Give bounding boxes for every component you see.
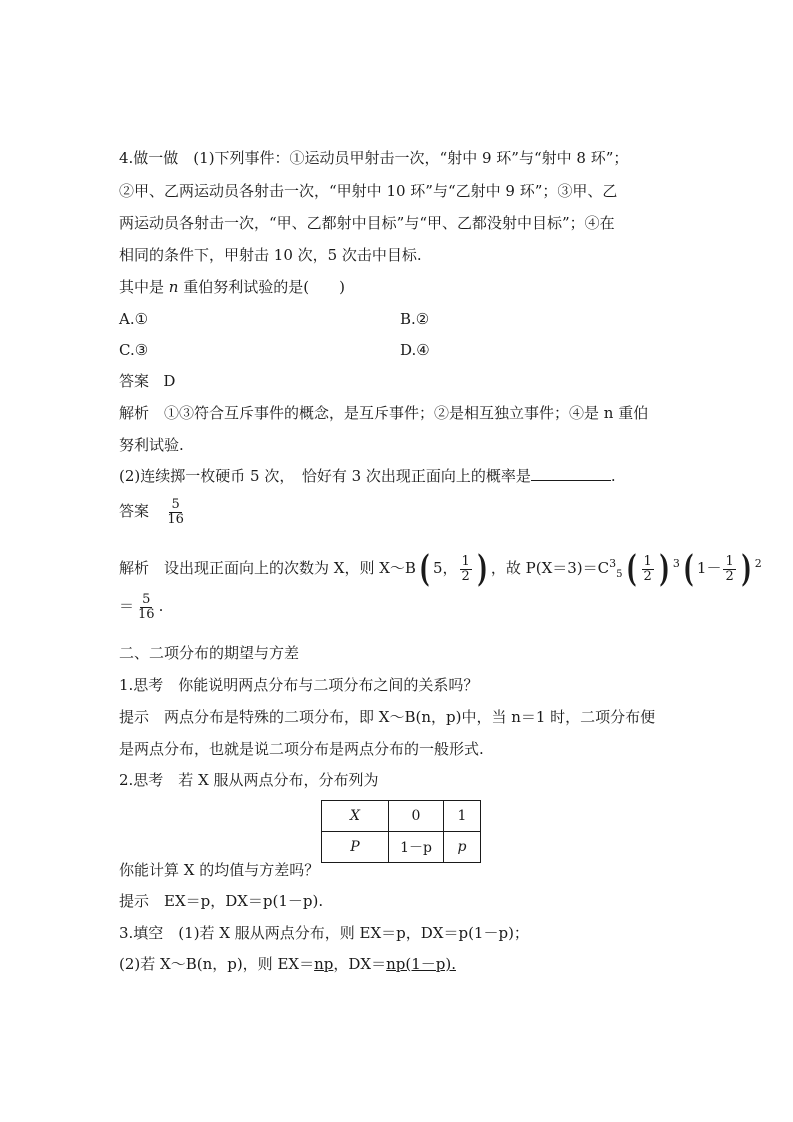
think-1: 1.思考 你能说明两点分布与二项分布之间的关系吗？	[119, 676, 479, 694]
think-2: 2.思考 若 X 服从两点分布，分布列为	[119, 771, 379, 789]
fill-2-pre: (2)若 X～B(n，p)，则 EX＝	[119, 955, 315, 973]
section-title: 二、二项分布的期望与方差	[119, 644, 300, 662]
answer-label: 答案	[119, 372, 150, 390]
answer-blank	[531, 466, 611, 481]
comb-sub: 5	[616, 569, 623, 580]
hint-2: 提示 EX＝p，DX＝p(1－p).	[119, 892, 324, 910]
half-den: 2	[461, 568, 470, 584]
table-row	[322, 832, 481, 863]
option-b: B.②	[400, 310, 430, 328]
analysis-line-1	[119, 403, 648, 423]
option-d: D.④	[400, 341, 430, 359]
left-paren-bracket: (	[419, 548, 430, 590]
fill-2	[119, 954, 456, 974]
distribution-table	[321, 800, 481, 863]
half-num-2: 1	[643, 553, 652, 569]
analysis-label-2: 解析	[119, 559, 150, 577]
answer-line-1	[119, 371, 175, 391]
hint-1a: 提示 两点分布是特殊的二项分布，即 X～B(n，p)中，当 n＝1 时，二项分布便	[119, 708, 656, 726]
final-den: 16	[138, 606, 155, 622]
q4-line-3: 两运动员各射击一次，“甲、乙都射中目标”与“甲、乙都没射中目标”；④在	[119, 214, 615, 232]
half-fraction-3	[723, 555, 735, 584]
table-cell: p	[444, 832, 481, 863]
final-fraction	[136, 593, 157, 622]
half-num: 1	[461, 553, 470, 569]
analysis-text-1: ①③符合互斥事件的概念，是互斥事件；②是相互独立事件；④是 n 重伯	[149, 404, 649, 422]
table-cell: 0	[389, 801, 444, 832]
half-num-3: 1	[725, 553, 734, 569]
option-a: A.①	[119, 310, 149, 328]
answer-label-2: 答案	[119, 502, 150, 520]
exp-3: 3	[672, 557, 680, 570]
analysis-result-line	[119, 589, 163, 623]
exp-2: 2	[754, 557, 762, 570]
right-paren-bracket-3: )	[741, 548, 752, 590]
q2-line	[119, 466, 616, 486]
question-n: n	[168, 278, 179, 296]
analysis-text-3: 设出现正面向上的次数为 X，则 X～B	[149, 559, 416, 577]
analysis-line-2: 努利试验.	[119, 436, 184, 454]
q2-period: .	[610, 467, 616, 485]
right-paren-bracket-2: )	[659, 548, 670, 590]
table-cell: X	[322, 801, 389, 832]
analysis-label: 解析	[119, 404, 150, 422]
answer-value: D	[163, 372, 176, 390]
table-row	[322, 801, 481, 832]
one-minus: 1－	[696, 559, 722, 577]
question-suffix: 重伯努利试验的是( )	[178, 278, 345, 296]
hint-1b: 是两点分布，也就是说二项分布是两点分布的一般形式.	[119, 740, 484, 758]
q2-text: (2)连续掷一枚硬币 5 次， 恰好有 3 次出现正面向上的概率是	[119, 467, 531, 485]
half-den-2: 2	[643, 568, 652, 584]
answer-fraction	[165, 498, 186, 527]
q4-line-2: ②甲、乙两运动员各射击一次，“甲射中 10 环”与“乙射中 9 环”；③甲、乙	[119, 182, 618, 200]
half-den-3: 2	[725, 568, 734, 584]
mean-question: 你能计算 X 的均值与方差吗？	[119, 861, 320, 879]
final-period: .	[158, 597, 164, 615]
question-prefix: 其中是	[119, 278, 169, 296]
fill-2-mid: ，DX＝	[333, 955, 387, 973]
comb-sup: 3	[609, 557, 617, 570]
left-paren-bracket-2: (	[625, 548, 637, 590]
answer-fraction-num: 5	[171, 496, 180, 512]
right-paren-bracket: )	[477, 548, 488, 590]
half-fraction-2	[642, 555, 654, 584]
equals-sign: ＝	[119, 597, 135, 615]
option-c: C.③	[119, 341, 149, 359]
answer-fraction-den: 16	[167, 511, 184, 527]
analysis-line-3	[119, 546, 762, 593]
fill-1: 3.填空 (1)若 X 服从两点分布，则 EX＝p，DX＝p(1－p)；	[119, 924, 529, 942]
fill-2-np: np	[314, 955, 334, 973]
left-paren-bracket-3: (	[683, 548, 694, 590]
binomial-n: 5，	[432, 559, 458, 577]
q4-line-1: 4.做一做 (1)下列事件：①运动员甲射击一次，“射中 9 环”与“射中 8 环”；	[119, 149, 629, 167]
answer-line-2	[119, 493, 188, 529]
table-cell: 1	[444, 801, 481, 832]
table-cell: 1－p	[389, 832, 444, 863]
q4-line-4: 相同的条件下，甲射击 10 次，5 次击中目标.	[119, 246, 422, 264]
final-num: 5	[142, 591, 151, 607]
half-fraction	[460, 555, 472, 584]
table-cell: P	[322, 832, 389, 863]
analysis-text-3b: ，故 P(X＝3)＝C	[490, 559, 610, 577]
q4-question-line	[119, 277, 345, 297]
fill-2-var: np(1－p).	[386, 955, 456, 973]
